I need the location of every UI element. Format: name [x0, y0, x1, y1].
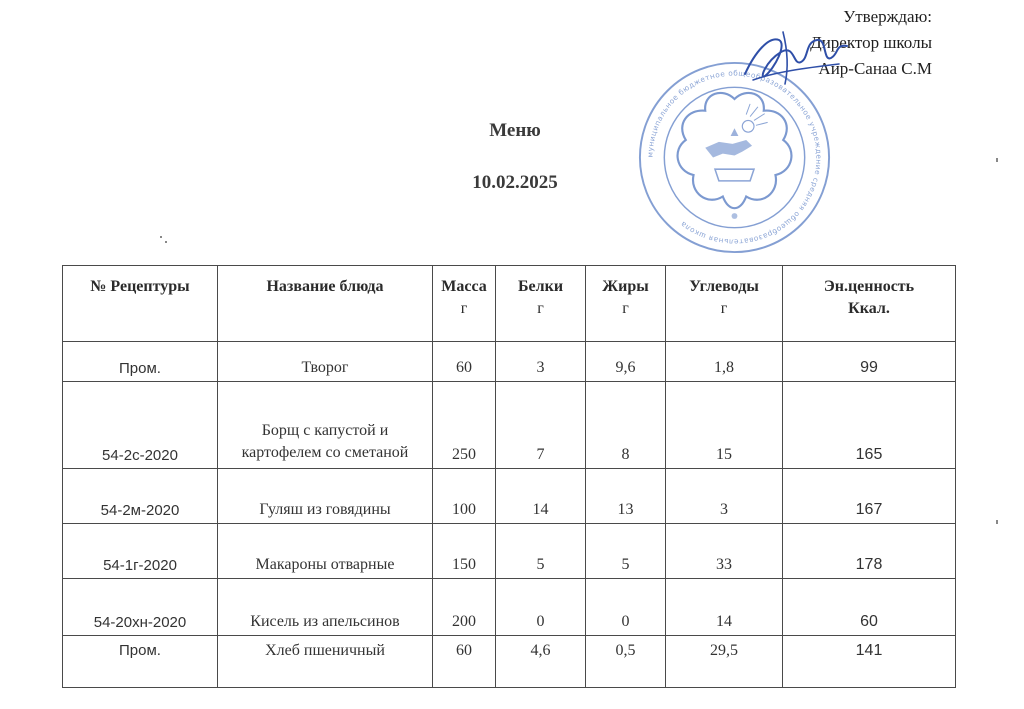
cell-recipe: 54-20хн-2020: [63, 579, 218, 636]
cell-carbs: 14: [666, 579, 783, 636]
header-protein: Белки г: [496, 266, 586, 342]
cell-mass: 150: [433, 524, 496, 579]
cell-carbs: 1,8: [666, 342, 783, 382]
cell-energy: 99: [783, 342, 956, 382]
cell-energy: 141: [783, 636, 956, 688]
header-carbs: Углеводы г: [666, 266, 783, 342]
cell-mass: 60: [433, 636, 496, 688]
cell-carbs: 15: [666, 382, 783, 469]
cell-protein: 14: [496, 469, 586, 524]
cell-fat: 5: [586, 524, 666, 579]
cell-fat: 8: [586, 382, 666, 469]
scan-speck: [160, 236, 162, 238]
cell-recipe: Пром.: [63, 636, 218, 688]
header-energy: Эн.ценность Ккал.: [783, 266, 956, 342]
scan-speck: [165, 241, 167, 243]
cell-energy: 165: [783, 382, 956, 469]
approval-name: Аир-Санаа С.М: [818, 59, 932, 78]
header-fat: Жиры г: [586, 266, 666, 342]
approval-title: Утверждаю:: [843, 7, 932, 26]
scan-speck: [996, 158, 998, 162]
cell-dish: Борщ с капустой и картофелем со сметаной: [218, 382, 433, 469]
cell-protein: 4,6: [496, 636, 586, 688]
cell-mass: 200: [433, 579, 496, 636]
cell-protein: 3: [496, 342, 586, 382]
cell-energy: 60: [783, 579, 956, 636]
cell-recipe: 54-1г-2020: [63, 524, 218, 579]
cell-carbs: 3: [666, 469, 783, 524]
cell-carbs: 29,5: [666, 636, 783, 688]
table-row: [63, 636, 956, 688]
scan-speck: [996, 520, 998, 524]
approval-position: Директор школы: [810, 33, 932, 52]
cell-energy: 178: [783, 524, 956, 579]
cell-dish: Макароны отварные: [218, 524, 433, 579]
cell-protein: 7: [496, 382, 586, 469]
cell-recipe: Пром.: [63, 342, 218, 382]
cell-recipe: 54-2с-2020: [63, 382, 218, 469]
director-signature-icon: [735, 22, 855, 92]
cell-dish: Кисель из апельсинов: [218, 579, 433, 636]
cell-protein: 5: [496, 524, 586, 579]
cell-recipe: 54-2м-2020: [63, 469, 218, 524]
cell-fat: 13: [586, 469, 666, 524]
table-row: [63, 469, 956, 524]
cell-carbs: 33: [666, 524, 783, 579]
header-recipe: № Рецептуры: [63, 266, 218, 342]
cell-mass: 100: [433, 469, 496, 524]
document-title: Меню: [489, 120, 541, 141]
cell-dish: Творог: [218, 342, 433, 382]
header-dish: Название блюда: [218, 266, 433, 342]
cell-mass: 60: [433, 342, 496, 382]
cell-protein: 0: [496, 579, 586, 636]
header-mass: Масса г: [433, 266, 496, 342]
table-row: [63, 524, 956, 579]
cell-fat: 0,5: [586, 636, 666, 688]
table-row: [63, 579, 956, 636]
table-row: [63, 382, 956, 469]
table-row: [63, 342, 956, 382]
cell-fat: 0: [586, 579, 666, 636]
cell-mass: 250: [433, 382, 496, 469]
cell-dish: Хлеб пшеничный: [218, 636, 433, 688]
menu-table: [62, 265, 956, 688]
cell-fat: 9,6: [586, 342, 666, 382]
svg-text:муниципальное бюджетное общеоб: муниципальное бюджетное общеобразовательное учреждение средняя общеобразовательная школа: [645, 68, 824, 247]
cell-dish: Гуляш из говядины: [218, 469, 433, 524]
table-header-row: [63, 266, 956, 342]
menu-date: 10.02.2025: [472, 172, 558, 193]
cell-energy: 167: [783, 469, 956, 524]
